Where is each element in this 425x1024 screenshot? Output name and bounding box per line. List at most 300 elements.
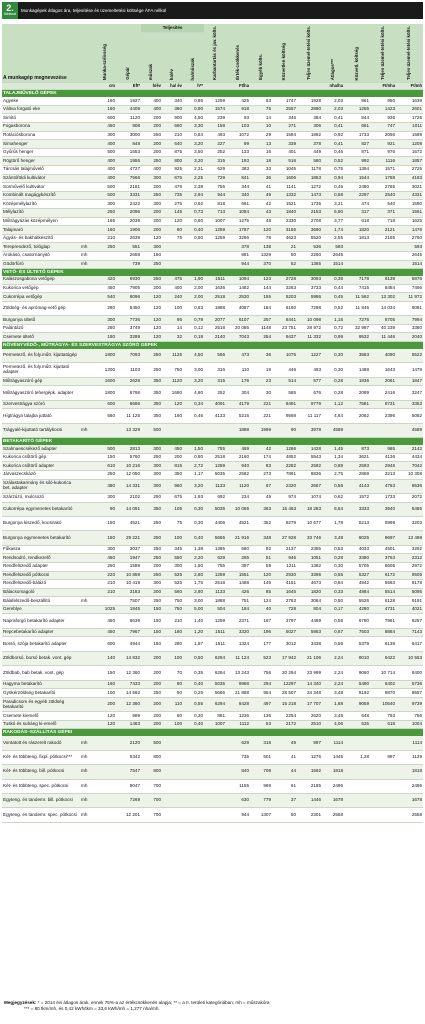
row-value: 9047 xyxy=(116,779,141,793)
row-value: 718 xyxy=(370,217,396,226)
row-value: 1275 xyxy=(226,217,250,226)
row-value: 75 xyxy=(250,105,272,114)
row-value xyxy=(162,260,183,269)
row-value: 992 xyxy=(344,157,370,166)
row-value: 1800 xyxy=(94,349,116,363)
unit-cell xyxy=(204,82,226,90)
row-value: 1645 xyxy=(272,588,297,597)
row-value: 2567 xyxy=(272,105,297,114)
row-value: 1482 xyxy=(226,284,250,293)
row-value: 1200 xyxy=(94,363,116,377)
row-value: 536 xyxy=(297,243,322,252)
row-value: 425 xyxy=(226,97,250,105)
row-name: Burgonya kiszedő, kocsirakó xyxy=(2,516,80,530)
row-value: 675 xyxy=(162,174,183,183)
row-value: 728 xyxy=(272,605,297,614)
row-value: 400 xyxy=(141,165,162,174)
row-value: 0,40 xyxy=(183,680,204,689)
row-value: 250 xyxy=(141,276,162,284)
row-value: 32 987 xyxy=(344,324,370,333)
row-value: 0,84 xyxy=(183,131,204,140)
row-value: 800 xyxy=(141,765,162,779)
row-value: 14 xyxy=(250,114,272,123)
row-value: 1928 xyxy=(297,97,322,105)
row-name: Repcebetakarító adapter xyxy=(2,628,80,637)
row-value: 2725 xyxy=(396,165,423,174)
row-value: 52 xyxy=(272,260,297,269)
row-value: 5998 xyxy=(370,516,396,530)
table-row xyxy=(2,502,423,516)
row-name: Műtrágyaszóró gép xyxy=(2,377,80,386)
row-value: 250 xyxy=(141,453,162,462)
row-value: 8178 xyxy=(396,580,423,589)
row-value xyxy=(370,423,396,437)
header-col: Átlagos*** xyxy=(322,24,344,82)
row-value: 1129 xyxy=(396,750,423,764)
row-value: 150 xyxy=(94,666,116,680)
header-name: A munkagép megnevezése xyxy=(2,24,94,82)
row-name: Kukorica csőtörő gép xyxy=(2,453,80,462)
row-value: 340 xyxy=(162,97,183,105)
row-unit xyxy=(80,105,94,114)
row-value: 75 xyxy=(162,234,183,243)
row-value: 11 124 xyxy=(226,651,250,665)
row-value: 40 xyxy=(250,605,272,614)
row-value: 1643 xyxy=(370,363,396,377)
row-unit xyxy=(80,276,94,284)
row-value: 1208 xyxy=(396,140,423,149)
row-value: 2185 xyxy=(297,779,322,793)
row-value: 1625 xyxy=(396,217,423,226)
row-value: 861 xyxy=(344,97,370,105)
row-value: 3292 xyxy=(396,545,423,554)
row-value: 6417 xyxy=(396,637,423,651)
row-value: 0,50 xyxy=(183,234,204,243)
row-value: 300 xyxy=(94,316,116,325)
row-value: 0,38 xyxy=(322,276,344,284)
row-value: 2,20 xyxy=(183,554,204,563)
row-value: 250 xyxy=(141,260,162,269)
row-value: 120 xyxy=(141,301,162,315)
row-value: 4143 xyxy=(344,479,370,493)
row-value: 6294 xyxy=(204,666,226,680)
row-value: 954 xyxy=(250,689,272,698)
row-value: 120 xyxy=(141,316,162,325)
row-value: 348 xyxy=(250,531,272,545)
row-value: 0,35 xyxy=(183,666,204,680)
row-value: 0,52 xyxy=(322,301,344,315)
row-unit xyxy=(80,720,94,729)
row-value: 250 xyxy=(141,571,162,580)
row-unit xyxy=(80,324,94,333)
row-value: 504 xyxy=(204,605,226,614)
row-value: 1888 xyxy=(204,301,226,315)
row-name: Burgonya ültető xyxy=(2,316,80,325)
row-value: 370 xyxy=(250,260,272,269)
row-unit xyxy=(80,200,94,209)
row-unit: mh xyxy=(80,808,94,822)
table-row xyxy=(2,251,423,260)
row-value: 1,68 xyxy=(322,697,344,711)
table-row xyxy=(2,97,423,105)
row-value: 6639 xyxy=(116,614,141,628)
row-unit xyxy=(80,571,94,580)
row-value: 2558 xyxy=(322,808,344,822)
machinery-cost-table xyxy=(2,24,423,823)
row-value: 250 xyxy=(94,243,116,252)
row-value xyxy=(344,779,370,793)
row-value: 1511 xyxy=(204,637,226,651)
row-unit xyxy=(80,605,94,614)
row-value: 3000 xyxy=(116,131,141,140)
row-value: 300 xyxy=(141,470,162,479)
row-name: Kalászosgabona vetőgép xyxy=(2,276,80,284)
row-unit: mh xyxy=(80,779,94,793)
row-value: 1133 xyxy=(204,479,226,493)
row-value xyxy=(370,243,396,252)
row-unit xyxy=(80,531,94,545)
row-name: Talajmaró xyxy=(2,226,80,235)
row-value: 250 xyxy=(141,531,162,545)
row-value: 210 xyxy=(162,131,183,140)
row-value: 1133 xyxy=(204,588,226,597)
table-row xyxy=(2,200,423,209)
row-value: 1594 xyxy=(272,131,297,140)
row-value: 250 xyxy=(141,363,162,377)
row-value: 300 xyxy=(141,174,162,183)
row-unit xyxy=(80,562,94,571)
row-value: 9422 xyxy=(370,651,396,665)
row-value: 1906 xyxy=(116,226,141,235)
row-value: 5760 xyxy=(116,453,141,462)
row-value: 660 xyxy=(226,545,250,554)
row-value: 1259 xyxy=(204,226,226,235)
row-value: 400 xyxy=(94,140,116,149)
table-row xyxy=(2,377,423,386)
row-value: 629 xyxy=(204,165,226,174)
row-value: 221 xyxy=(250,409,272,423)
row-value: 1007 xyxy=(204,720,226,729)
row-value: 540 xyxy=(94,293,116,302)
row-value: 1075 xyxy=(272,349,297,363)
row-value xyxy=(370,251,396,260)
row-value: 42 xyxy=(250,445,272,453)
row-value: 5526 xyxy=(344,597,370,606)
row-value: 2039 xyxy=(116,217,141,226)
row-value: 3012 xyxy=(272,637,297,651)
row-value: 10 553 xyxy=(396,651,423,665)
row-value: 2140 xyxy=(204,333,226,342)
row-name: Két- és többteng. bill. pótkocsi xyxy=(2,765,80,779)
footnote-line-2: *** = 80 tkm/mh, és 0,42 kWh/tkm = 33,6 kWh/mh = 1,277 nha/mh. xyxy=(24,1005,160,1011)
row-value: 200 xyxy=(141,183,162,192)
table-row xyxy=(2,597,423,606)
row-value: 2518 xyxy=(204,580,226,589)
header-col: Közvetlen költség xyxy=(272,24,297,82)
row-value: 340 xyxy=(226,191,250,200)
row-name: Műtrágyaszóró tehergépk. adapter xyxy=(2,386,80,400)
row-value: 1733 xyxy=(344,131,370,140)
row-value: 160 xyxy=(94,105,116,114)
row-value: 13 302 xyxy=(370,293,396,302)
row-value: 250 xyxy=(141,516,162,530)
row-value: 5215 xyxy=(226,409,250,423)
row-value: 400 xyxy=(141,105,162,114)
table-row xyxy=(2,363,423,377)
row-value: 7503 xyxy=(344,628,370,637)
row-value: 2416 xyxy=(370,386,396,400)
row-value: 7269 xyxy=(116,793,141,807)
row-value: 0,46 xyxy=(183,409,204,423)
row-value: 2,03 xyxy=(322,97,344,105)
row-value: 140 xyxy=(94,651,116,665)
table-row xyxy=(2,217,423,226)
row-value: 1606 xyxy=(272,174,297,183)
section-title: VETŐ- ÉS ÜLTETŐ GÉPEK xyxy=(2,269,423,277)
row-value: 0,34 xyxy=(183,400,204,409)
row-value: 1574 xyxy=(204,105,226,114)
row-value: 0,30 xyxy=(322,363,344,377)
row-value: 0,40 xyxy=(183,720,204,729)
row-unit: mh xyxy=(80,750,94,764)
row-value: 8884 xyxy=(370,628,396,637)
row-name: Gyökérzöldség betakarító xyxy=(2,689,80,698)
row-value: 150 xyxy=(141,251,162,260)
row-value: 908 xyxy=(116,123,141,132)
row-value: 0,53 xyxy=(322,545,344,554)
row-name: Két- és többteng. fixpl. pótkocsi*** xyxy=(2,750,80,764)
row-value: 4406 xyxy=(204,516,226,530)
row-value: 7276 xyxy=(344,316,370,325)
row-value: 0,30 xyxy=(183,516,204,530)
row-value: 18 283 xyxy=(297,502,322,516)
row-name: Fogasborona xyxy=(2,123,80,132)
table-row xyxy=(2,462,423,471)
row-value: 1007 xyxy=(204,217,226,226)
row-value: 11 972 xyxy=(396,293,423,302)
row-value: 1259 xyxy=(204,97,226,105)
row-value: 786 xyxy=(396,712,423,721)
row-value: 501 xyxy=(250,750,272,764)
row-value: 735 xyxy=(226,750,250,764)
row-value: 41 xyxy=(250,183,272,192)
table-row xyxy=(2,423,423,437)
row-value: 700 xyxy=(141,793,162,807)
row-value: 1,28 xyxy=(344,750,370,764)
row-name: Bálacsomagoló xyxy=(2,588,80,597)
row-value: 350 xyxy=(162,470,183,479)
table-row xyxy=(2,191,423,200)
row-value: 150 xyxy=(141,614,162,628)
row-value: 500 xyxy=(94,148,116,157)
row-value: 3183 xyxy=(116,588,141,597)
row-value: 1845 xyxy=(116,605,141,614)
row-value: 7566 xyxy=(116,174,141,183)
row-value: 350 xyxy=(141,502,162,516)
table-row xyxy=(2,697,423,711)
row-value: 2620 xyxy=(297,712,322,721)
row-value: 577 xyxy=(297,377,322,386)
row-value: 1818 xyxy=(396,765,423,779)
row-name: Simahenger xyxy=(2,140,80,149)
row-value: 50 xyxy=(272,808,297,822)
row-unit xyxy=(80,97,94,105)
row-value: 0,60 xyxy=(183,217,204,226)
row-value: 1572 xyxy=(396,148,423,157)
row-value: 1514 xyxy=(322,260,344,269)
row-value: 150 xyxy=(94,453,116,462)
row-value xyxy=(344,423,370,437)
row-value: 120 xyxy=(162,400,183,409)
row-value: 5342 xyxy=(116,750,141,764)
row-value: 200 xyxy=(141,588,162,597)
row-unit xyxy=(80,400,94,409)
row-value: 1813 xyxy=(344,234,370,243)
row-value: 49 xyxy=(250,191,272,200)
row-value: 400 xyxy=(94,157,116,166)
row-value: 250 xyxy=(141,689,162,698)
row-value: 10 308 xyxy=(396,470,423,479)
row-value: 1,40 xyxy=(183,614,204,628)
row-value: 15 463 xyxy=(272,502,297,516)
table-row xyxy=(2,301,423,315)
row-value: 676 xyxy=(297,386,322,400)
row-name: Gyűrűs henger xyxy=(2,148,80,157)
table-row xyxy=(2,531,423,545)
row-value: 2667 xyxy=(297,479,322,493)
row-name: Vontatott és rászerelt rakodó xyxy=(2,736,80,750)
row-value: 4589 xyxy=(396,423,423,437)
row-value: 2645 xyxy=(396,251,423,260)
row-value: 420 xyxy=(94,276,116,284)
row-value: 2062 xyxy=(344,409,370,423)
row-value: 120 xyxy=(141,324,162,333)
row-value: 9739 xyxy=(396,697,423,711)
row-name: Járvaszecskázó xyxy=(2,470,80,479)
row-value: 2,24 xyxy=(322,651,344,665)
row-value: 174 xyxy=(250,453,272,462)
row-value: 180 xyxy=(94,333,116,342)
row-unit: mh xyxy=(80,243,94,252)
row-name: Fűkasza xyxy=(2,545,80,554)
row-value: 2165 xyxy=(370,234,396,243)
row-value: 12 201 xyxy=(116,808,141,822)
row-value: 2102 xyxy=(116,493,141,502)
row-value: 1636 xyxy=(204,284,226,293)
row-value: 234 xyxy=(226,493,250,502)
row-value: 3621 xyxy=(344,453,370,462)
unit-cell: Eft* xyxy=(116,82,141,90)
row-value: 250 xyxy=(141,131,162,140)
row-value: 252 xyxy=(204,386,226,400)
row-name: Tereprendező, tológlap xyxy=(2,243,80,252)
row-value: 2496 xyxy=(396,779,423,793)
row-value: 177 xyxy=(250,637,272,651)
header-group-teljesites: Teljesítés xyxy=(141,24,204,32)
row-value: 43 xyxy=(250,208,272,217)
row-value: 317 xyxy=(344,208,370,217)
row-value: 49 xyxy=(272,736,297,750)
row-value: 180 xyxy=(162,628,183,637)
row-value: 5379 xyxy=(344,637,370,651)
row-unit xyxy=(80,386,94,400)
row-unit xyxy=(80,453,94,462)
row-value: 8025 xyxy=(344,531,370,545)
row-value: 5035 xyxy=(204,680,226,689)
row-value: 28 972 xyxy=(297,324,322,333)
row-name: Szervestrágya szóró xyxy=(2,400,80,409)
row-value: 6798 xyxy=(116,386,141,400)
row-value: 44 xyxy=(272,765,297,779)
row-value: 1394 xyxy=(344,165,370,174)
row-value: 779 xyxy=(250,793,272,807)
table-row xyxy=(2,316,423,325)
row-value: 200 xyxy=(141,140,162,149)
header-col: Gépár xyxy=(116,24,141,82)
row-value: 15 218 xyxy=(272,697,297,711)
row-value: 2089 xyxy=(344,386,370,400)
row-value: 344 xyxy=(226,183,250,192)
row-value: 593 xyxy=(322,243,344,252)
row-value: 2,38 xyxy=(183,183,204,192)
row-value: 446 xyxy=(272,363,297,377)
row-value: 1473 xyxy=(297,191,322,200)
row-name: Szalmaescsékező adapter xyxy=(2,445,80,453)
row-value: 600 xyxy=(94,400,116,409)
row-value xyxy=(162,793,183,807)
row-value: 9568 xyxy=(272,409,297,423)
row-value: 300 xyxy=(141,479,162,493)
row-value: 300 xyxy=(94,493,116,502)
row-value: 2582 xyxy=(226,470,250,479)
row-value: 1678 xyxy=(396,793,423,807)
row-value: 3,21 xyxy=(322,200,344,209)
row-unit xyxy=(80,157,94,166)
row-value: 61 xyxy=(272,779,297,793)
row-value: 2061 xyxy=(370,377,396,386)
row-value: 1544 xyxy=(344,174,370,183)
row-value: 944 xyxy=(226,260,250,269)
row-value: 6160 xyxy=(272,301,297,315)
row-value: 6402 xyxy=(370,680,396,689)
row-value: 350 xyxy=(141,409,162,423)
row-value: 280 xyxy=(94,324,116,333)
row-value: 110 xyxy=(226,363,250,377)
table-row xyxy=(2,680,423,689)
row-value: 2254 xyxy=(272,712,297,721)
row-value: 2181 xyxy=(116,183,141,192)
row-value xyxy=(94,736,116,750)
row-value: 2297 xyxy=(344,191,370,200)
row-value: 2558 xyxy=(396,808,423,822)
row-value: 1227 xyxy=(297,349,322,363)
row-value: 5485 xyxy=(396,502,423,516)
row-value: 0,30 xyxy=(183,712,204,721)
row-value: 12297 xyxy=(272,680,297,689)
row-value: 450 xyxy=(94,614,116,628)
row-value: 1324 xyxy=(226,637,250,651)
row-value: 0,12 xyxy=(183,324,204,333)
units-label xyxy=(2,82,94,90)
row-value: 110 xyxy=(162,697,183,711)
row-value: 0,90 xyxy=(183,105,204,114)
row-value: 21 916 xyxy=(226,531,250,545)
row-value: 10 xyxy=(250,123,272,132)
row-value: 48 xyxy=(250,217,272,226)
row-value: 2160 xyxy=(226,453,250,462)
row-value: 1112 xyxy=(226,720,250,729)
unit-cell: ha/ év xyxy=(162,82,183,90)
